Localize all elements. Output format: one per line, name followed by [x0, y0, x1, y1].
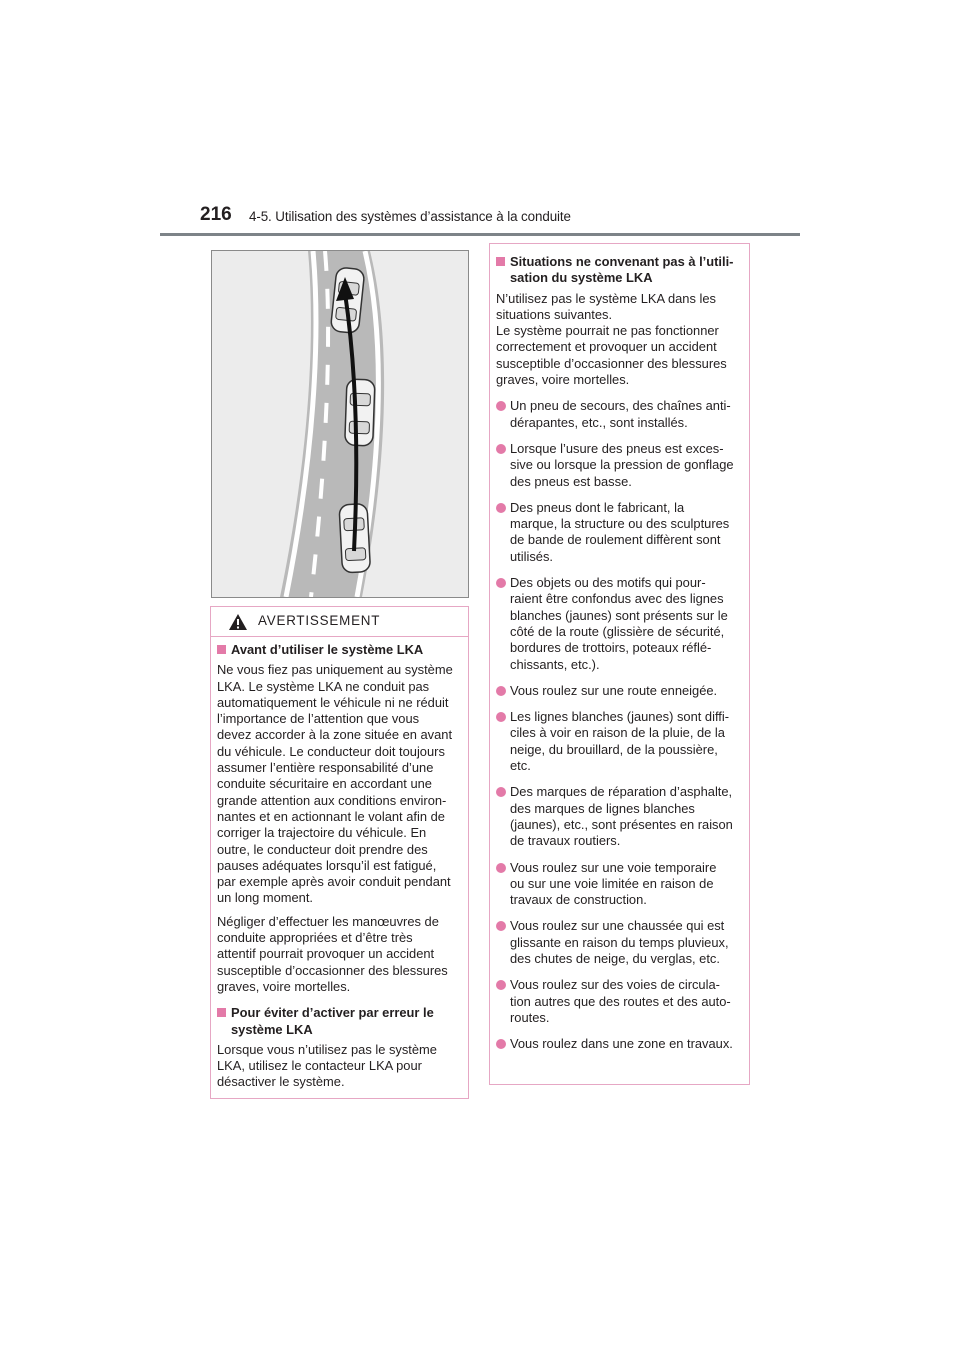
round-bullet-icon — [496, 503, 506, 513]
list-item — [496, 709, 743, 774]
round-bullet-icon — [496, 1039, 506, 1049]
round-bullet-icon — [496, 712, 506, 722]
warning-paragraph-2: Négliger d’effectuer les manœuvres de conduite appropriées et d’être très attentif pourrait provoquer un accident susceptible d’occasionner des blessures graves, voire mortelles. — [217, 913, 448, 994]
list-item-text: Des pneus dont le fabricant, la marque, la structure ou des sculptures de bande de roulement diffèrent sont utilisés. — [510, 499, 730, 564]
list-item-text: Les lignes blanches (jaunes) sont diffi- ciles à voir en raison de la pluie, de la neige, du brouillard, de la poussière, etc. — [510, 709, 730, 774]
list-item — [496, 860, 743, 909]
round-bullet-icon — [496, 401, 506, 411]
heading-text: Situations ne convenant pas à l’utili- sation du système LKA — [510, 254, 734, 286]
car-middle — [345, 379, 375, 446]
conditions-box — [489, 243, 750, 1085]
conditions-heading — [496, 254, 743, 287]
list-item — [496, 1036, 743, 1052]
list-item-text: Vous roulez sur une route enneigée. — [510, 682, 718, 698]
square-bullet-icon — [217, 1008, 226, 1017]
list-item — [496, 500, 743, 565]
warning-heading-1 — [217, 642, 462, 658]
list-item-text: Vous roulez sur une chaussée qui est glissante en raison du temps pluvieux, des chutes de neige, du verglas, etc. — [510, 918, 729, 966]
warning-box — [210, 606, 469, 1099]
warning-triangle-icon — [228, 613, 248, 631]
list-item-text: Des marques de réparation d’asphalte, des marques de lignes blanches (jaunes), etc., sont présentes en raison de travaux routiers. — [510, 784, 733, 849]
square-bullet-icon — [217, 645, 226, 654]
round-bullet-icon — [496, 863, 506, 873]
list-item-text: Vous roulez sur une voie temporaire ou sur une voie limitée en raison de travaux de construction. — [510, 859, 717, 908]
round-bullet-icon — [496, 787, 506, 797]
lane-keeping-illustration — [211, 250, 469, 598]
list-item — [496, 683, 743, 699]
heading-text: Pour éviter d’activer par erreur le système LKA — [231, 1005, 434, 1037]
round-bullet-icon — [496, 444, 506, 454]
warning-paragraph-1: Ne vous fiez pas uniquement au système LKA. Le système LKA ne conduit pas automatiquement le véhicule ni ne réduit l’importance de l’attention que vous devez accorder à la zone située en avant du véhicule. Le conducteur doit toujours assumer l’entière responsabilité d’une conduite sécuritaire en accordant une grande attention aux conditions environ- nantes et en actionnant le volant afin de corriger la trajectoire du véhicule. En outre, le conducteur doit prendre des pauses adéquates lorsqu’il est fatigué, par exemple après avoir conduit pendant un long moment. — [217, 662, 453, 906]
list-item — [496, 441, 743, 490]
list-item-text: Vous roulez sur des voies de circula- tion autres que des routes et des auto- routes. — [510, 977, 731, 1025]
warning-title: AVERTISSEMENT — [258, 613, 381, 628]
warning-paragraph-3: Lorsque vous n’utilisez pas le système LKA, utilisez le contacteur LKA pour désactiver le système. — [217, 1041, 437, 1090]
road-diagram — [212, 251, 468, 597]
list-item — [496, 398, 743, 431]
list-item — [496, 575, 743, 673]
round-bullet-icon — [496, 686, 506, 696]
warning-header — [211, 607, 468, 637]
conditions-intro: N’utilisez pas le système LKA dans les situations suivantes. Le système pourrait ne pas fonctionner correctement et provoquer un accident susceptible d’occasionner des blessures graves, voire mortelles. — [496, 290, 727, 388]
list-item — [496, 784, 743, 849]
round-bullet-icon — [496, 980, 506, 990]
heading-text: Avant d’utiliser le système LKA — [231, 642, 424, 657]
section-title: 4-5. Utilisation des systèmes d’assistance à la conduite — [249, 209, 571, 224]
round-bullet-icon — [496, 578, 506, 588]
square-bullet-icon — [496, 257, 505, 266]
round-bullet-icon — [496, 921, 506, 931]
page-number: 216 — [200, 204, 232, 225]
list-item-text: Lorsque l’usure des pneus est exces- sive ou lorsque la pression de gonflage des pneus est basse. — [510, 440, 734, 489]
list-item-text: Un pneu de secours, des chaînes anti- dérapantes, etc., sont installés. — [510, 398, 731, 430]
list-item-text: Des objets ou des motifs qui pour- raient être confondus avec des lignes blanches (jaunes) sont présents sur le côté de la route (glissière de sécurité, bordures de trottoirs, poteaux réflé- chissants, etc.). — [510, 575, 728, 672]
list-item — [496, 918, 743, 967]
warning-heading-2 — [217, 1005, 462, 1038]
list-item-text: Vous roulez dans une zone en travaux. — [510, 1036, 733, 1052]
header-rule — [160, 233, 800, 236]
list-item — [496, 977, 743, 1026]
conditions-list — [496, 398, 743, 1052]
